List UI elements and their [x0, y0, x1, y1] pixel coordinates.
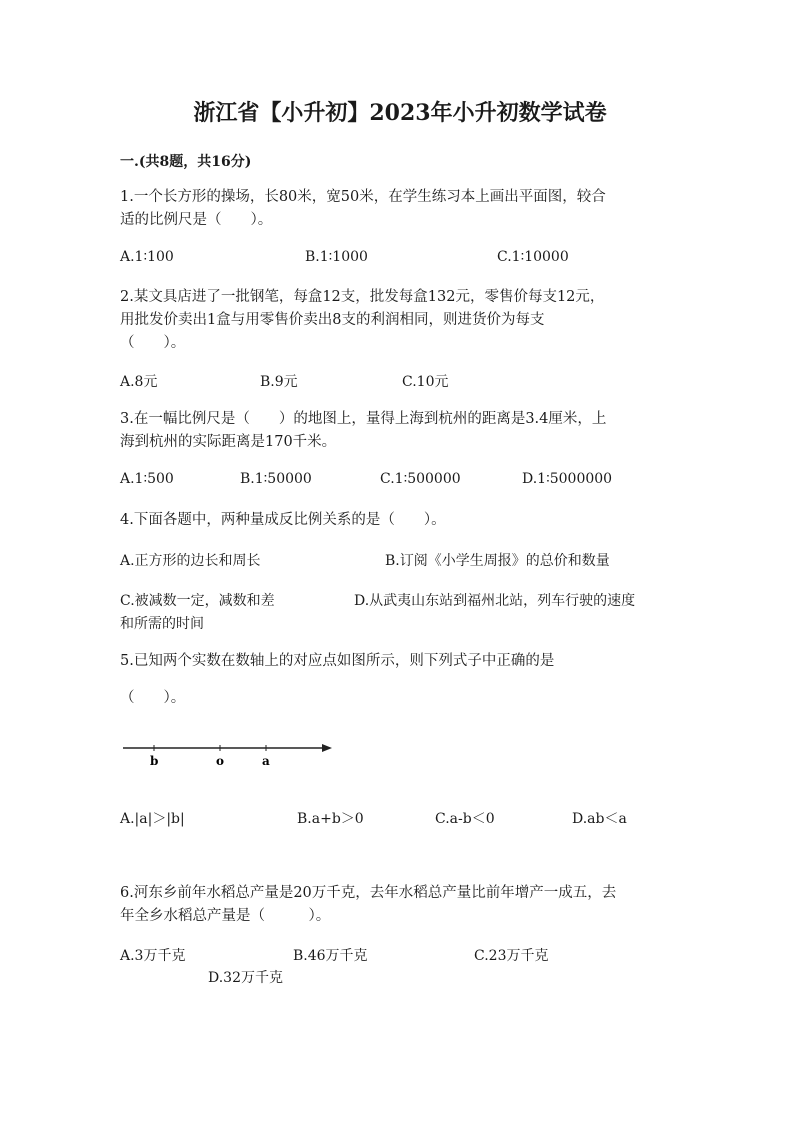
question-4-option-b: B.订阅《小学生周报》的总价和数量 [385, 553, 610, 569]
question-3-option-c: C.1∶500000 [380, 471, 461, 487]
question-2-line-1: 2.某文具店进了一批钢笔，每盒12支，批发每盒132元，零售价每支12元， [120, 289, 605, 305]
question-6-line-2: 年全乡水稻总产量是（ ）。 [120, 908, 331, 924]
question-2-option-a: A.8元 [120, 374, 158, 390]
label-o: o [216, 754, 225, 768]
label-a: a [262, 754, 270, 768]
question-2-option-c: C.10元 [402, 374, 449, 390]
number-line-arrow [322, 744, 332, 752]
question-1-option-a: A.1∶100 [120, 249, 174, 265]
question-5-option-d: D.ab＜a [572, 811, 627, 827]
question-1-option-c: C.1∶10000 [497, 249, 569, 265]
question-3-line-2: 海到杭州的实际距离是170千米。 [120, 434, 337, 450]
question-3-option-b: B.1∶50000 [240, 471, 312, 487]
question-2-line-2: 用批发价卖出1盒与用零售价卖出8支的利润相同，则进货价为每支 [120, 312, 545, 328]
question-6-option-c: C.23万千克 [474, 948, 549, 964]
question-4-option-d: D.从武夷山东站到福州北站，列车行驶的速度 [354, 593, 636, 609]
question-4-option-d-continued: 和所需的时间 [120, 616, 204, 632]
question-1-option-b: B.1∶1000 [305, 249, 368, 265]
page-title: 浙江省【小升初】2023年小升初数学试卷 [193, 100, 607, 126]
question-5-option-b: B.a+b＞0 [297, 811, 364, 827]
question-4-line-1: 4.下面各题中，两种量成反比例关系的是（ ）。 [120, 512, 446, 528]
question-6-line-1: 6.河东乡前年水稻总产量是20万千克，去年水稻总产量比前年增产一成五，去 [120, 885, 617, 901]
question-4-option-a: A.正方形的边长和周长 [120, 553, 261, 569]
question-3-line-1: 3.在一幅比例尺是（ ）的地图上，量得上海到杭州的距离是3.4厘米，上 [120, 411, 607, 427]
question-6-option-b: B.46万千克 [293, 948, 368, 964]
question-3-option-d: D.1∶5000000 [522, 471, 613, 487]
question-5-option-c: C.a-b＜0 [435, 811, 495, 827]
question-2-line-3: （ ）。 [120, 335, 186, 351]
question-5-line-1: 5.已知两个实数在数轴上的对应点如图所示，则下列式子中正确的是 [120, 653, 555, 669]
question-1-line-1: 1.一个长方形的操场，长80米，宽50米，在学生练习本上画出平面图，较合 [120, 189, 606, 205]
question-2-option-b: B.9元 [260, 374, 298, 390]
number-line-figure [120, 738, 340, 778]
question-5-option-a: A.|a|＞|b| [120, 811, 185, 827]
question-5-line-2: （ ）。 [120, 690, 186, 706]
number-line [120, 738, 340, 778]
section-heading: 一.(共8题，共16分) [120, 154, 252, 170]
question-3-option-a: A.1∶500 [120, 471, 174, 487]
label-b: b [150, 754, 159, 768]
question-6-option-d: D.32万千克 [208, 970, 283, 986]
question-4-option-c: C.被减数一定，减数和差 [120, 593, 275, 609]
question-6-option-a: A.3万千克 [120, 948, 186, 964]
question-1-line-2: 适的比例尺是（ ）。 [120, 212, 273, 228]
